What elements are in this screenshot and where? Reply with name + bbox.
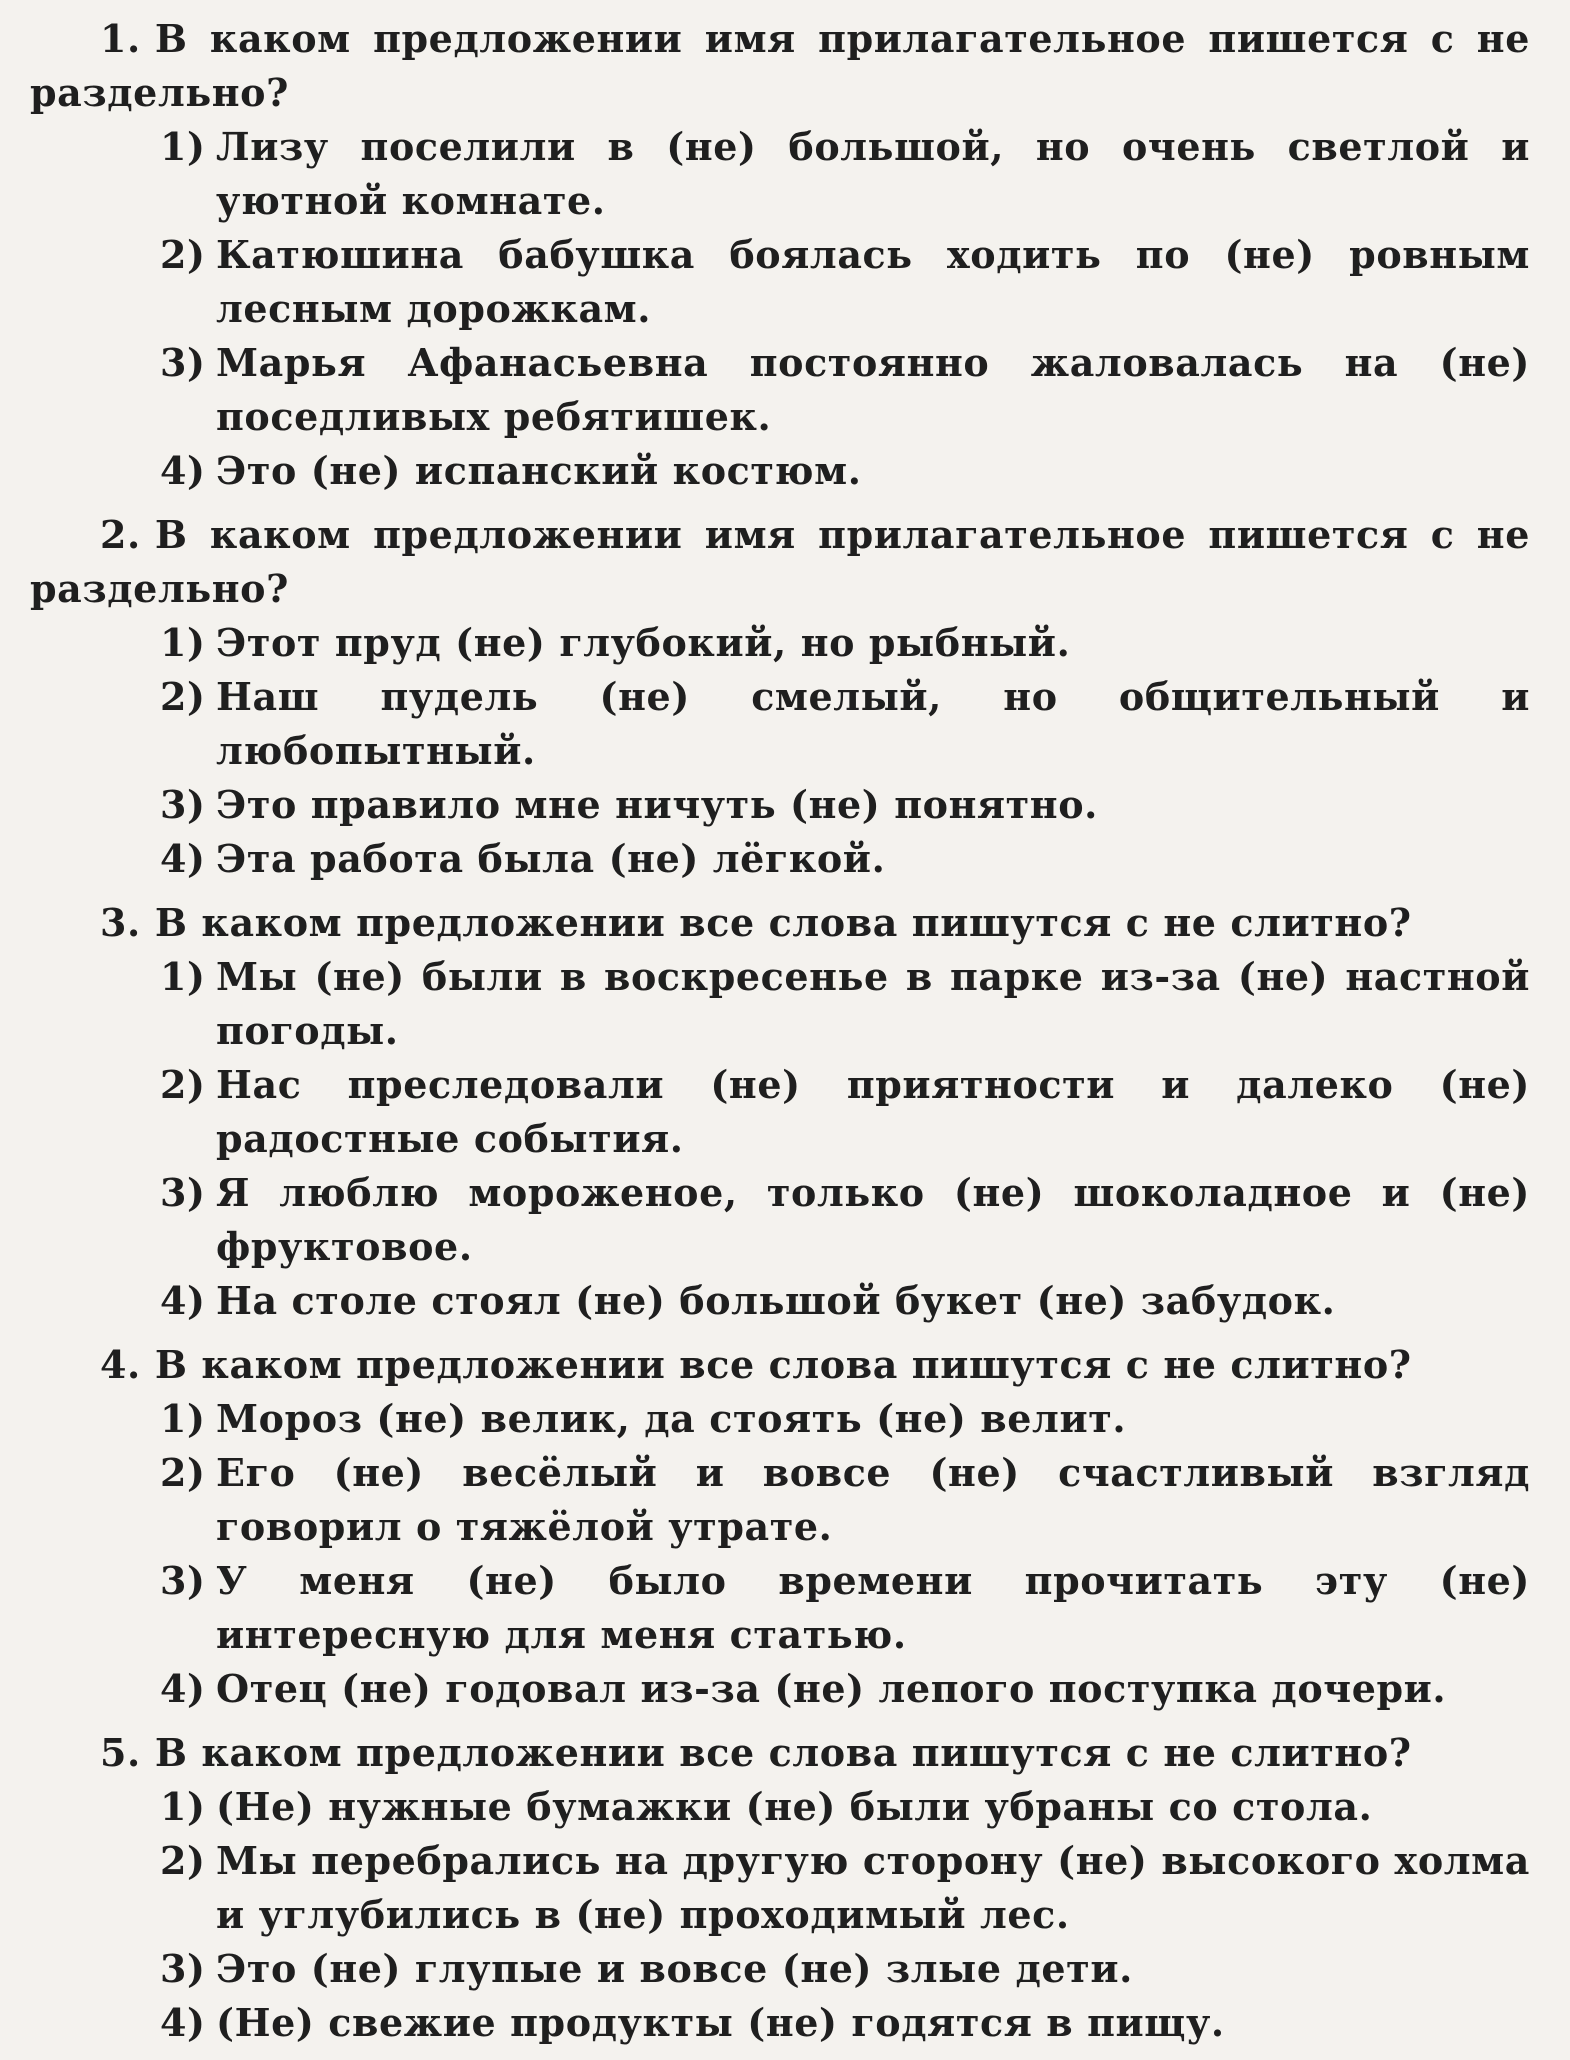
option-number: 1) <box>160 124 206 169</box>
question-prompt: В каком предложении все слова пишутся с <box>154 1730 1150 1775</box>
answer-option <box>30 1834 1530 1942</box>
highlighted-particle: не <box>1476 512 1530 557</box>
highlighted-particle: не <box>1163 1342 1217 1387</box>
option-text: Катюшина бабушка боялась ходить по (не) ровным лесным дорожкам. <box>216 232 1530 331</box>
answer-option <box>30 1996 1530 2050</box>
question-prompt: В каком предложении имя прилагательное пишется с <box>154 512 1455 557</box>
option-number: 2) <box>160 1838 206 1883</box>
answer-option <box>30 616 1530 670</box>
answer-option <box>30 120 1530 228</box>
question-text <box>30 12 1530 120</box>
option-text: У меня (не) было времени прочитать эту (не) интересную для меня статью. <box>216 1558 1530 1657</box>
option-number: 4) <box>160 2000 206 2045</box>
answer-option <box>30 336 1530 444</box>
question-3 <box>30 896 1530 1328</box>
highlighted-particle: не <box>1163 1730 1217 1775</box>
question-number: 4. <box>100 1342 141 1387</box>
option-text: Наш пудель (не) смелый, но общительный и любопытный. <box>216 674 1530 773</box>
option-text: Это правило мне ничуть (не) понятно. <box>216 782 1098 827</box>
highlighted-particle: не <box>1476 16 1530 61</box>
option-text: Лизу поселили в (не) большой, но очень светлой и уютной комнате. <box>216 124 1530 223</box>
answer-option <box>30 1058 1530 1166</box>
answer-option <box>30 950 1530 1058</box>
question-text <box>30 1726 1530 1780</box>
highlighted-particle: не <box>1163 900 1217 945</box>
question-2 <box>30 508 1530 886</box>
option-number: 3) <box>160 340 206 385</box>
option-number: 1) <box>160 1784 206 1829</box>
option-number: 3) <box>160 782 206 827</box>
option-text: Это (не) глупые и вовсе (не) злые дети. <box>216 1946 1133 1991</box>
option-text: Нас преследовали (не) приятности и далеко (не) радостные события. <box>216 1062 1530 1161</box>
option-number: 3) <box>160 1558 206 1603</box>
option-number: 2) <box>160 674 206 719</box>
option-number: 1) <box>160 620 206 665</box>
question-prompt-end: слитно? <box>1230 1342 1412 1387</box>
option-text: На столе стоял (не) большой букет (не) забудок. <box>216 1278 1336 1323</box>
question-number: 2. <box>100 512 141 557</box>
question-text <box>30 508 1530 616</box>
answer-options <box>30 120 1530 498</box>
option-number: 2) <box>160 232 206 277</box>
option-number: 3) <box>160 1946 206 1991</box>
question-prompt: В каком предложении имя прилагательное пишется с <box>154 16 1455 61</box>
question-text <box>30 1338 1530 1392</box>
answer-options <box>30 1392 1530 1716</box>
option-text: Эта работа была (не) лёгкой. <box>216 836 886 881</box>
option-number: 4) <box>160 836 206 881</box>
option-number: 3) <box>160 1170 206 1215</box>
option-text: Этот пруд (не) глубокий, но рыбный. <box>216 620 1071 665</box>
question-number: 1. <box>100 16 141 61</box>
question-prompt-end: слитно? <box>1230 900 1412 945</box>
answer-option <box>30 1392 1530 1446</box>
question-prompt-end: слитно? <box>1230 1730 1412 1775</box>
answer-option <box>30 1780 1530 1834</box>
answer-options <box>30 616 1530 886</box>
answer-option <box>30 1446 1530 1554</box>
answer-options <box>30 1780 1530 2050</box>
question-prompt: В каком предложении все слова пишутся с <box>154 1342 1150 1387</box>
question-number: 5. <box>100 1730 141 1775</box>
question-prompt-end: раздельно? <box>30 566 289 611</box>
answer-option <box>30 1662 1530 1716</box>
option-number: 1) <box>160 1396 206 1441</box>
answer-option <box>30 444 1530 498</box>
answer-option <box>30 670 1530 778</box>
answer-option <box>30 778 1530 832</box>
option-number: 4) <box>160 448 206 493</box>
answer-option <box>30 1274 1530 1328</box>
answer-option <box>30 832 1530 886</box>
answer-option <box>30 1166 1530 1274</box>
answer-option <box>30 228 1530 336</box>
question-4 <box>30 1338 1530 1716</box>
answer-options <box>30 950 1530 1328</box>
answer-option <box>30 1554 1530 1662</box>
worksheet-page <box>30 12 1530 2060</box>
answer-option <box>30 1942 1530 1996</box>
option-text: Мы (не) были в воскресенье в парке из-за (не) настной погоды. <box>216 954 1530 1053</box>
option-text: Это (не) испанский костюм. <box>216 448 862 493</box>
option-text: Мороз (не) велик, да стоять (не) велит. <box>216 1396 1127 1441</box>
question-prompt-end: раздельно? <box>30 70 289 115</box>
option-text: Мы перебрались на другую сторону (не) высокого холма и углубились в (не) проходимый лес. <box>216 1838 1530 1937</box>
option-number: 4) <box>160 1666 206 1711</box>
option-number: 2) <box>160 1450 206 1495</box>
option-text: Его (не) весёлый и вовсе (не) счастливый взгляд говорил о тяжёлой утрате. <box>216 1450 1530 1549</box>
option-text: (Не) свежие продукты (не) годятся в пищу. <box>216 2000 1225 2045</box>
question-number: 3. <box>100 900 141 945</box>
option-text: Отец (не) годовал из-за (не) лепого поступка дочери. <box>216 1666 1447 1711</box>
question-5 <box>30 1726 1530 2050</box>
option-number: 2) <box>160 1062 206 1107</box>
option-number: 1) <box>160 954 206 999</box>
option-text: Я люблю мороженое, только (не) шоколадное и (не) фруктовое. <box>216 1170 1530 1269</box>
question-text <box>30 896 1530 950</box>
option-text: Марья Афанасьевна постоянно жаловалась на (не) поседливых ребятишек. <box>216 340 1530 439</box>
question-1 <box>30 12 1530 498</box>
option-text: (Не) нужные бумажки (не) были убраны со стола. <box>216 1784 1373 1829</box>
option-number: 4) <box>160 1278 206 1323</box>
question-prompt: В каком предложении все слова пишутся с <box>154 900 1150 945</box>
